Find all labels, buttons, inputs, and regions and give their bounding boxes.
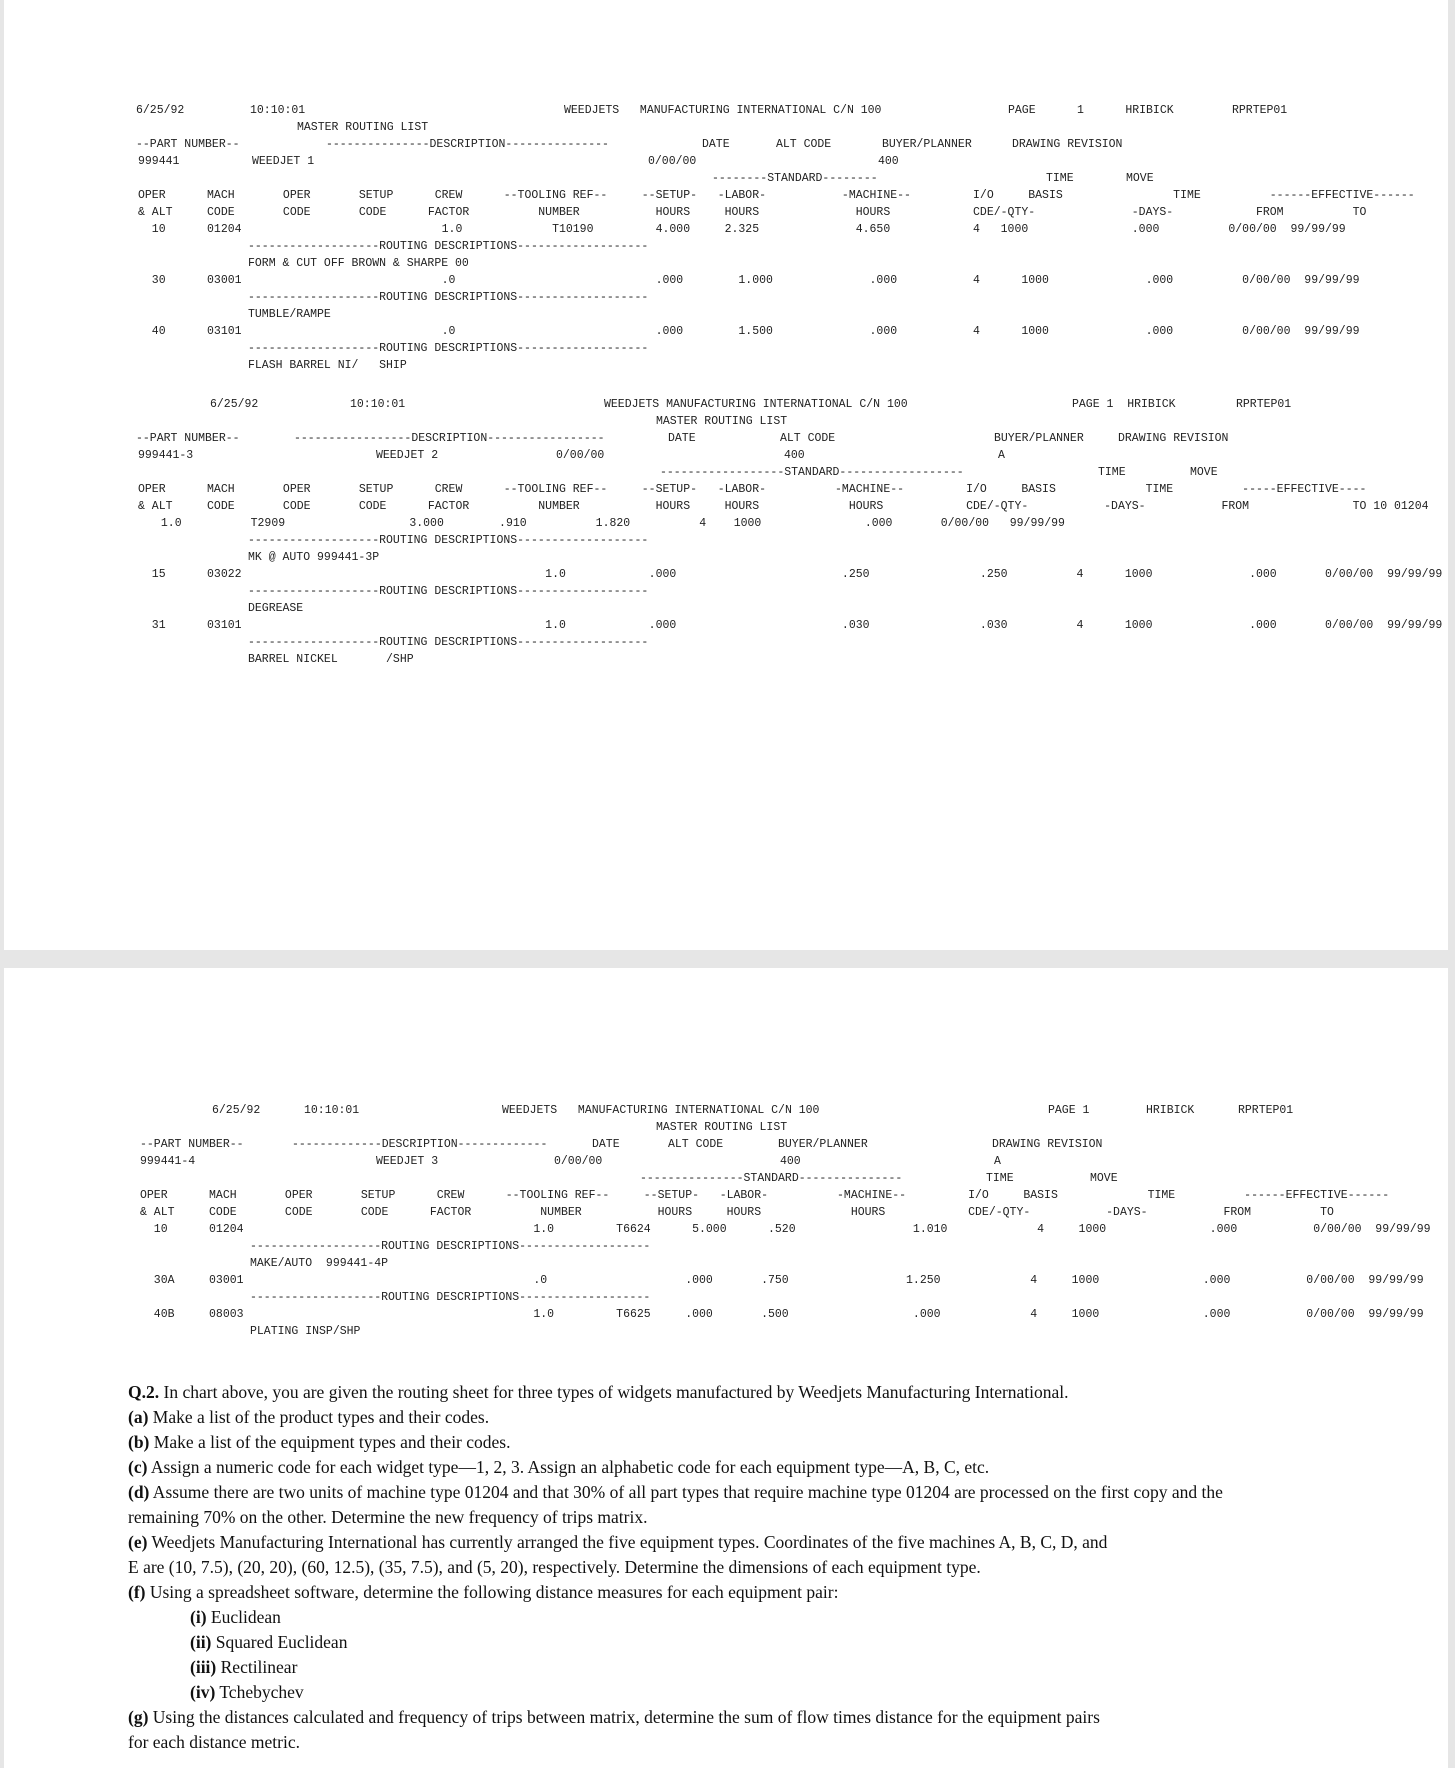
routing-desc-line: -------------------ROUTING DESCRIPTIONS------------------- [248, 534, 649, 547]
sheet-report-id: RPRTEP01 [1238, 1104, 1294, 1117]
hdr-date: DATE [702, 138, 730, 151]
hdr-drawing-revision: DRAWING REVISION [992, 1138, 1103, 1151]
question-part-g: (g) Using the distances calculated and frequency of trips between matrix, determine the sum of flow times distance for the equipment pairs [128, 1707, 1100, 1727]
table-row: 40B 08003 1.0 T6625 .000 .500 .000 4 1000 .000 0/00/00 99/99/99 [140, 1308, 1424, 1321]
hdr-buyer-planner: BUYER/PLANNER [778, 1138, 868, 1151]
sheet-company: WEEDJETS MANUFACTURING INTERNATIONAL C/N 100 [502, 1104, 820, 1117]
time-label: TIME [1098, 466, 1126, 479]
column-header-2: & ALT CODE CODE CODE FACTOR NUMBER HOURS HOURS HOURS CDE/-QTY- -DAYS- FROM TO [138, 206, 1367, 219]
part-revision: A [998, 449, 1005, 462]
part-number: 999441-4 [140, 1155, 196, 1168]
column-header-1: OPER MACH OPER SETUP CREW --TOOLING REF-- --SETUP- -LABOR- -MACHINE-- I/O BASIS TIME -----EFFECTIVE---- [138, 483, 1367, 496]
standard-line: ------------------STANDARD------------------ [660, 466, 964, 479]
move-label: MOVE [1190, 466, 1218, 479]
sheet-date: 6/25/92 [136, 104, 185, 117]
sheet-date: 6/25/92 [212, 1104, 261, 1117]
hdr-date: DATE [668, 432, 696, 445]
sheet-time: 10:10:01 [250, 104, 306, 117]
routing-desc-line: -------------------ROUTING DESCRIPTIONS------------------- [248, 636, 649, 649]
routing-description: DEGREASE [248, 602, 304, 615]
hdr-part-number: --PART NUMBER-- [136, 432, 240, 445]
sheet-date: 6/25/92 [210, 398, 259, 411]
question-part-d: (d) Assume there are two units of machine type 01204 and that 30% of all part types that require machine type 01204 are processed on the first copy and the [128, 1482, 1223, 1502]
routing-description: FORM & CUT OFF BROWN & SHARPE 00 [248, 257, 469, 270]
part-revision: A [994, 1155, 1001, 1168]
question-part-f-i: (i) Euclidean [190, 1607, 281, 1627]
routing-desc-line: -------------------ROUTING DESCRIPTIONS------------------- [248, 585, 649, 598]
question-part-e-cont: E are (10, 7.5), (20, 20), (60, 12.5), (35, 7.5), and (5, 20), respectively. Determine the dimensions of each equipment type. [128, 1557, 981, 1577]
sheet-company: WEEDJETS MANUFACTURING INTERNATIONAL C/N 100 [604, 398, 908, 411]
hdr-alt-code: ALT CODE [668, 1138, 724, 1151]
sheet-page-user: PAGE 1 HRIBICK [1008, 104, 1174, 117]
part-alt-code: 400 [784, 449, 805, 462]
sheet-page-user: PAGE 1 HRIBICK [1072, 398, 1176, 411]
routing-desc-line: -------------------ROUTING DESCRIPTIONS------------------- [248, 342, 649, 355]
routing-description: PLATING INSP/SHP [250, 1325, 361, 1338]
column-header-2: & ALT CODE CODE CODE FACTOR NUMBER HOURS HOURS HOURS CDE/-QTY- -DAYS- FROM TO 10 01204 [138, 500, 1429, 513]
routing-description: MK @ AUTO 999441-3P [248, 551, 380, 564]
sheet-user: HRIBICK [1146, 1104, 1195, 1117]
table-row: 15 03022 1.0 .000 .250 .250 4 1000 .000 0/00/00 99/99/99 [138, 568, 1443, 581]
part-date: 0/00/00 [648, 155, 697, 168]
document-page-2 [4, 968, 1448, 1768]
question-part-f-iv: (iv) Tchebychev [190, 1682, 304, 1702]
column-header-1: OPER MACH OPER SETUP CREW --TOOLING REF-- --SETUP- -LABOR- -MACHINE-- I/O BASIS TIME ------EFFECTIVE------ [140, 1189, 1390, 1202]
hdr-part-number: --PART NUMBER-- [140, 1138, 244, 1151]
hdr-part-number: --PART NUMBER-- [136, 138, 240, 151]
routing-desc-line: -------------------ROUTING DESCRIPTIONS------------------- [250, 1240, 651, 1253]
routing-desc-line: -------------------ROUTING DESCRIPTIONS------------------- [250, 1291, 651, 1304]
table-row: 10 01204 1.0 T6624 5.000 .520 1.010 4 1000 .000 0/00/00 99/99/99 [140, 1223, 1431, 1236]
hdr-alt-code: ALT CODE [776, 138, 832, 151]
table-row: 30A 03001 .0 .000 .750 1.250 4 1000 .000 0/00/00 99/99/99 [140, 1274, 1424, 1287]
sheet-page: PAGE 1 [1048, 1104, 1090, 1117]
question-part-e: (e) Weedjets Manufacturing International has currently arranged the five equipment types. Coordinates of the five machines A, B, C, D, and [128, 1532, 1108, 1552]
hdr-description: -----------------DESCRIPTION----------------- [294, 432, 605, 445]
hdr-buyer-planner: BUYER/PLANNER [882, 138, 972, 151]
time-label: TIME [986, 1172, 1014, 1185]
hdr-drawing-revision: DRAWING REVISION [1118, 432, 1229, 445]
table-row: 40 03101 .0 .000 1.500 .000 4 1000 .000 0/00/00 99/99/99 [138, 325, 1360, 338]
question-part-d-cont: remaining 70% on the other. Determine the new frequency of trips matrix. [128, 1507, 648, 1527]
time-label: TIME [1046, 172, 1074, 185]
part-date: 0/00/00 [556, 449, 605, 462]
table-row: 30 03001 .0 .000 1.000 .000 4 1000 .000 0/00/00 99/99/99 [138, 274, 1360, 287]
sheet-title: MASTER ROUTING LIST [656, 415, 788, 428]
table-row: 31 03101 1.0 .000 .030 .030 4 1000 .000 0/00/00 99/99/99 [138, 619, 1443, 632]
sheet-time: 10:10:01 [350, 398, 406, 411]
sheet-report-id: RPRTEP01 [1236, 398, 1292, 411]
standard-line: --------STANDARD-------- [712, 172, 878, 185]
part-date: 0/00/00 [554, 1155, 603, 1168]
hdr-date: DATE [592, 1138, 620, 1151]
part-description: WEEDJET 1 [252, 155, 315, 168]
question-part-c: (c) Assign a numeric code for each widget type—1, 2, 3. Assign an alphabetic code for each equipment type—A, B, C, etc. [128, 1457, 990, 1477]
routing-desc-line: -------------------ROUTING DESCRIPTIONS------------------- [248, 240, 649, 253]
document-page-1 [4, 0, 1448, 950]
part-alt-code: 400 [780, 1155, 801, 1168]
hdr-description: -------------DESCRIPTION------------- [292, 1138, 548, 1151]
question-part-g-cont: for each distance metric. [128, 1732, 300, 1752]
sheet-time: 10:10:01 [304, 1104, 360, 1117]
hdr-alt-code: ALT CODE [780, 432, 836, 445]
table-row: 1.0 T2909 3.000 .910 1.820 4 1000 .000 0/00/00 99/99/99 [154, 517, 1065, 530]
routing-description: FLASH BARREL NI/ SHIP [248, 359, 407, 372]
hdr-buyer-planner: BUYER/PLANNER [994, 432, 1084, 445]
standard-line: ---------------STANDARD--------------- [640, 1172, 903, 1185]
question-part-f-ii: (ii) Squared Euclidean [190, 1632, 348, 1652]
part-number: 999441-3 [138, 449, 194, 462]
question-part-f-iii: (iii) Rectilinear [190, 1657, 298, 1677]
sheet-company: WEEDJETS MANUFACTURING INTERNATIONAL C/N 100 [564, 104, 882, 117]
part-description: WEEDJET 2 [376, 449, 439, 462]
routing-description: TUMBLE/RAMPE [248, 308, 331, 321]
question-part-b: (b) Make a list of the equipment types and their codes. [128, 1432, 511, 1452]
move-label: MOVE [1090, 1172, 1118, 1185]
hdr-description: ---------------DESCRIPTION--------------- [326, 138, 609, 151]
column-header-2: & ALT CODE CODE CODE FACTOR NUMBER HOURS HOURS HOURS CDE/-QTY- -DAYS- FROM TO [140, 1206, 1334, 1219]
sheet-report-id: RPRTEP01 [1232, 104, 1288, 117]
move-label: MOVE [1126, 172, 1154, 185]
sheet-title: MASTER ROUTING LIST [297, 121, 429, 134]
routing-description: BARREL NICKEL /SHP [248, 653, 414, 666]
question-part-f: (f) Using a spreadsheet software, determine the following distance measures for each equipment pair: [128, 1582, 839, 1602]
question-intro: Q.2. In chart above, you are given the routing sheet for three types of widgets manufactured by Weedjets Manufacturing International. [128, 1382, 1069, 1402]
hdr-drawing-revision: DRAWING REVISION [1012, 138, 1123, 151]
part-description: WEEDJET 3 [376, 1155, 439, 1168]
table-row: 10 01204 1.0 T10190 4.000 2.325 4.650 4 1000 .000 0/00/00 99/99/99 [138, 223, 1346, 236]
part-number: 999441 [138, 155, 180, 168]
routing-description: MAKE/AUTO 999441-4P [250, 1257, 389, 1270]
routing-desc-line: -------------------ROUTING DESCRIPTIONS------------------- [248, 291, 649, 304]
question-part-a: (a) Make a list of the product types and their codes. [128, 1407, 490, 1427]
column-header-1: OPER MACH OPER SETUP CREW --TOOLING REF-- --SETUP- -LABOR- -MACHINE-- I/O BASIS TIME ------EFFECTIVE------ [138, 189, 1415, 202]
part-buyer: 400 [878, 155, 899, 168]
sheet-title: MASTER ROUTING LIST [656, 1121, 788, 1134]
